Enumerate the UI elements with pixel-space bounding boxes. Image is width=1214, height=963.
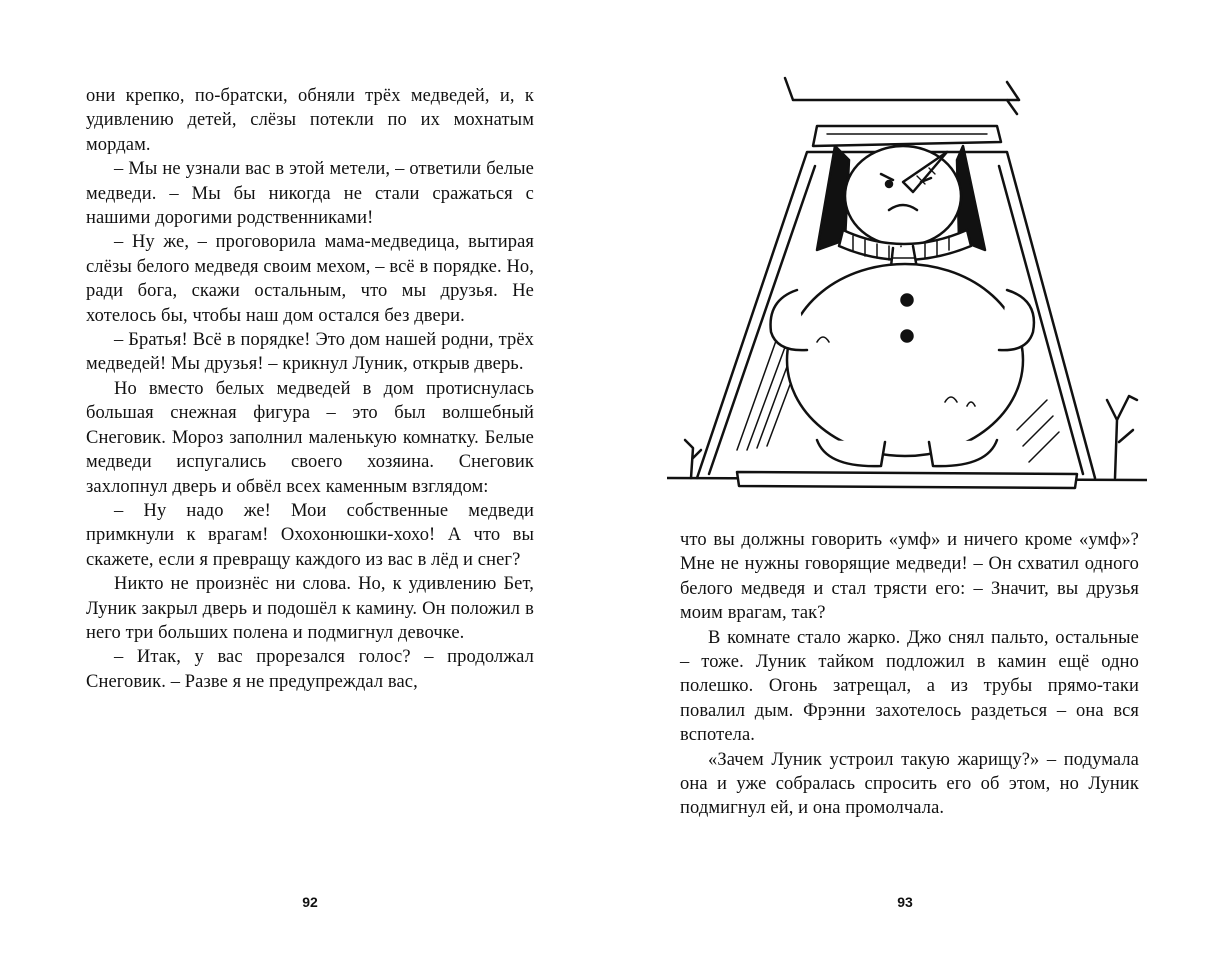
- left-page-text: [86, 84, 534, 694]
- right-page: [607, 0, 1214, 963]
- snowman-in-doorway-illustration: [667, 70, 1147, 500]
- paragraph: они крепко, по-братски, обняли трёх медведей, и, к удивлению детей, слёзы потекли по их мохнатым мордам.: [86, 86, 534, 155]
- paragraph: что вы должны говорить «умф» и ничего кроме «умф»? Мне не нужны говорящие медведи! – Он схватил одного белого медведя и стал трясти его: – Значит, вы друзья моим врагам, так?: [680, 530, 1139, 624]
- paragraph: – Мы не узнали вас в этой метели, – ответили белые медведи. – Мы бы никогда не стали сражаться с нашими дорогими родственниками!: [86, 159, 534, 229]
- paragraph: Никто не произнёс ни слова. Но, к удивлению Бет, Луник закрыл дверь и подошёл к камину. Он положил в него три больших полена и подмигнул девочке.: [86, 574, 534, 643]
- paragraph: – Ну же, – проговорила мама-медведица, вытирая слёзы белого медведя своим мехом, – всё в порядке. Но, ради бога, скажи остальным, что мы друзья. Не хотелось бы, чтобы наш дом остался без двери.: [86, 232, 534, 326]
- paragraph: В комнате стало жарко. Джо снял пальто, остальные – тоже. Луник тайком подложил в камин ещё одно полешко. Огонь затрещал, а из трубы прямо-таки повалил дым. Фрэнни захотелось раздеться – она вся вспотела.: [680, 627, 1139, 746]
- right-page-text: [680, 528, 1139, 821]
- page-number-left: 92: [302, 894, 318, 910]
- paragraph: – Итак, у вас прорезался голос? – продолжал Снеговик. – Разве я не предупреждал вас,: [86, 647, 534, 692]
- paragraph: «Зачем Луник устроил такую жарищу?» – подумала она и уже собралась спросить его об этом, но Луник подмигнул ей, и она промолчала.: [680, 749, 1139, 819]
- paragraph: Но вместо белых медведей в дом протиснулась большая снежная фигура – это был волшебный Снеговик. Мороз заполнил маленькую комнатку. Белые медведи испугались своего хозяина. Снеговик захлопнул дверь и обвёл всех каменным взглядом:: [86, 378, 534, 497]
- page-number-right: 93: [897, 894, 913, 910]
- paragraph: – Братья! Всё в порядке! Это дом нашей родни, трёх медведей! Мы друзья! – крикнул Луник, открыв дверь.: [86, 330, 534, 375]
- paragraph: – Ну надо же! Мои собственные медведи примкнули к врагам! Охохонюшки-хохо! А что вы скажете, если я превращу каждого из вас в лёд и снег?: [86, 500, 534, 570]
